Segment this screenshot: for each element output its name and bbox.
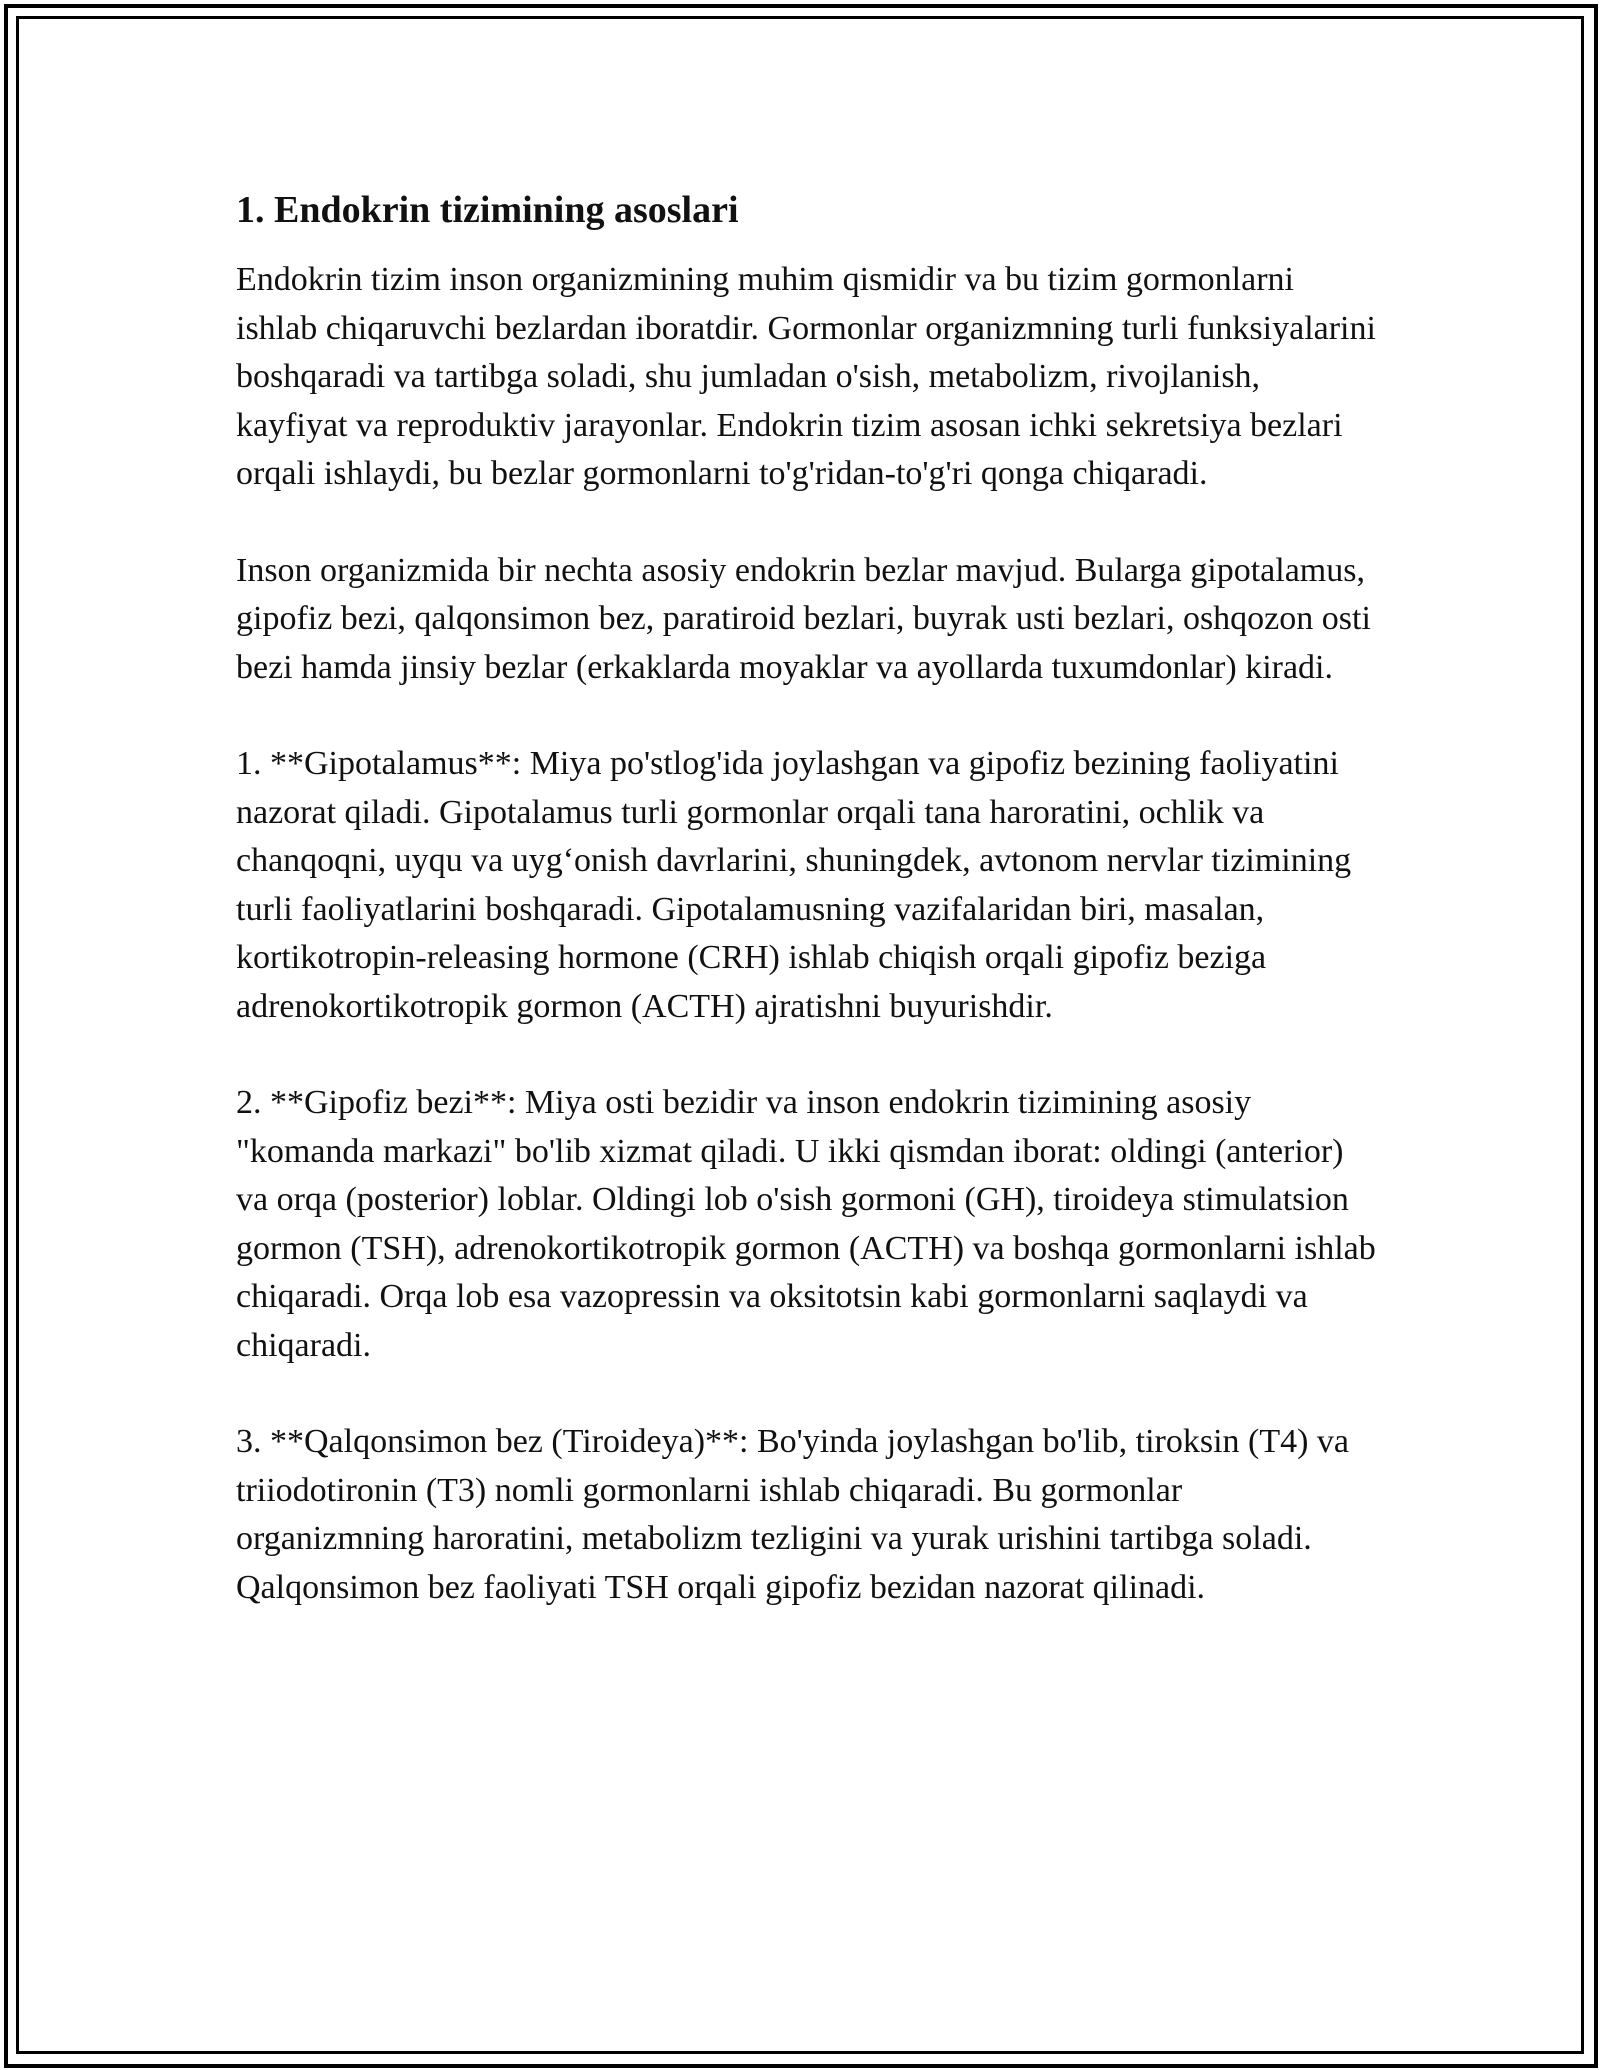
paragraph-glands-overview: Inson organizmida bir nechta asosiy endokrin bezlar mavjud. Bularga gipotalamus, gipofiz bezi, qalqonsimon bez, paratiroid bezlari, buyrak usti bezlari, oshqozon osti bezi hamda jinsiy bezlar (erkaklarda moyaklar va ayollarda tuxumdonlar) kiradi. bbox=[236, 551, 1371, 686]
page-title: 1. Endokrin tizimining asoslari bbox=[236, 189, 739, 231]
document-body bbox=[236, 186, 1376, 1660]
paragraph-pituitary: 2. **Gipofiz bezi**: Miya osti bezidir va inson endokrin tizimining asosiy "komanda markazi" bo'lib xizmat qiladi. U ikki qismdan iborat: oldingi (anterior) va orqa (posterior) loblar. Oldingi lob o'sish gormoni (GH), tiroideya stimulatsion gormon (TSH), adrenokortikotropik gormon (ACTH) va boshqa gormonlarni ishlab chiqaradi. Orqa lob esa vazopressin va oksitotsin kabi gormonlarni saqlaydi va chiqaradi. bbox=[236, 1084, 1376, 1364]
paragraph-hypothalamus: 1. **Gipotalamus**: Miya po'stlog'ida joylashgan va gipofiz bezining faoliyatini nazorat qiladi. Gipotalamus turli gormonlar orqali tana haroratini, ochlik va chanqoqni, uyqu va uyg‘onish davrlarini, shuningdek, avtonom nervlar tizimining turli faoliyatlarini boshqaradi. Gipotalamusning vazifalaridan biri, masalan, kortikotropin-releasing hormone (CRH) ishlab chiqish orqali gipofiz beziga adrenokortikotropik gormon (ACTH) ajratishni buyurishdir. bbox=[236, 745, 1352, 1025]
paragraph-intro: Endokrin tizim inson organizmining muhim qismidir va bu tizim gormonlarni ishlab chiqaruvchi bezlardan iboratdir. Gormonlar organizmning turli funksiyalarini boshqaradi va tartibga soladi, shu jumladan o'sish, metabolizm, rivojlanish, kayfiyat va reproduktiv jarayonlar. Endokrin tizim asosan ichki sekretsiya bezlari orqali ishlaydi, bu bezlar gormonlarni to'g'ridan-to'g'ri qonga chiqaradi. bbox=[236, 261, 1376, 492]
paragraph-thyroid: 3. **Qalqonsimon bez (Tiroideya)**: Bo'yinda joylashgan bo'lib, tiroksin (T4) va triiodotironin (T3) nomli gormonlarni ishlab chiqaradi. Bu gormonlar organizmning haroratini, metabolizm tezligini va yurak urishini tartibga soladi. Qalqonsimon bez faoliyati TSH orqali gipofiz bezidan nazorat qilinadi. bbox=[236, 1423, 1350, 1606]
